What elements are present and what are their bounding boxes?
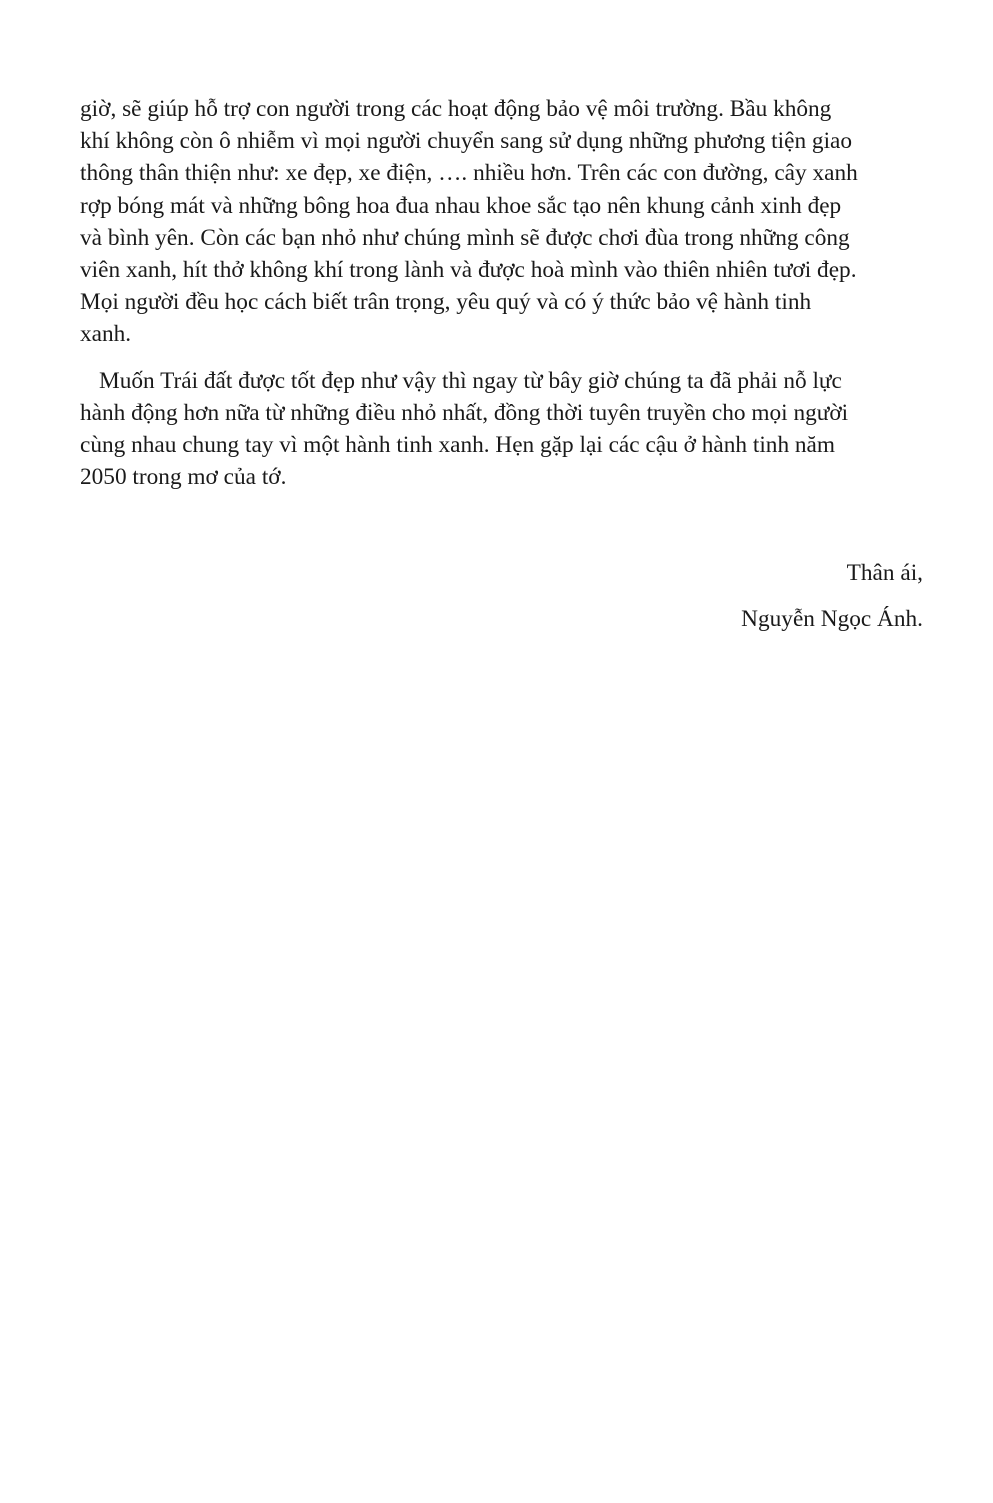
text-line: Muốn Trái đất được tốt đẹp như vậy thì ngay từ bây giờ chúng ta đã phải nỗ lực <box>99 367 842 394</box>
text-line: thông thân thiện như: xe đẹp, xe điện, …. nhiều hơn. Trên các con đường, cây xanh <box>80 160 858 187</box>
signature-name: Nguyễn Ngọc Ánh. <box>741 606 923 632</box>
text-line: cùng nhau chung tay vì một hành tinh xanh. Hẹn gặp lại các cậu ở hành tinh năm <box>80 432 836 459</box>
text-line: giờ, sẽ giúp hỗ trợ con người trong các hoạt động bảo vệ môi trường. Bầu không <box>80 96 832 122</box>
paragraph-spacer <box>80 351 923 365</box>
closing-salutation: Thân ái, <box>846 560 923 586</box>
letter-body <box>80 93 923 493</box>
text-line: và bình yên. Còn các bạn nhỏ như chúng mình sẽ được chơi đùa trong những công <box>80 224 850 251</box>
letter-closing <box>741 557 923 635</box>
text-line: xanh. <box>80 321 132 348</box>
text-line: khí không còn ô nhiễm vì mọi người chuyển sang sử dụng những phương tiện giao <box>80 128 853 155</box>
text-line: Mọi người đều học cách biết trân trọng, yêu quý và có ý thức bảo vệ hành tinh <box>80 289 812 316</box>
text-line: 2050 trong mơ của tớ. <box>80 464 287 491</box>
text-line: hành động hơn nữa từ những điều nhỏ nhất, đồng thời tuyên truyền cho mọi người <box>80 399 849 426</box>
text-line: rợp bóng mát và những bông hoa đua nhau khoe sắc tạo nên khung cảnh xinh đẹp <box>80 192 842 219</box>
text-line: viên xanh, hít thở không khí trong lành và được hoà mình vào thiên nhiên tươi đẹp. <box>80 257 857 284</box>
paragraph-2 <box>80 365 923 494</box>
paragraph-1 <box>80 93 923 351</box>
